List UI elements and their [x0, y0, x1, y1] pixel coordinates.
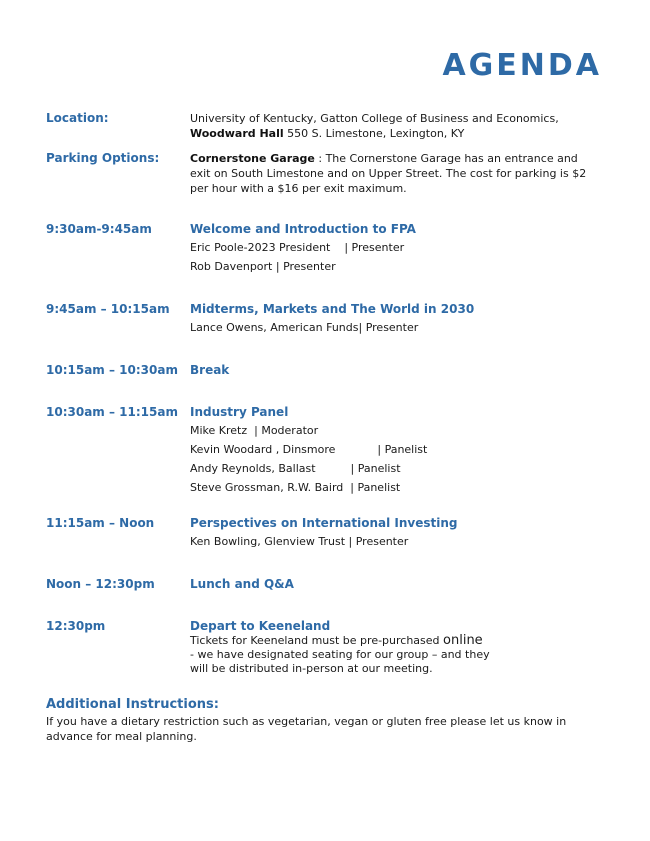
- page-title: AGENDA: [442, 48, 602, 83]
- additional-instructions-text: If you have a dietary restriction such as vegetarian, vegan or gluten free please let us know in advance for meal planning.: [46, 715, 567, 743]
- session-title: Perspectives on International Investing: [190, 516, 458, 530]
- location-hall: Woodward Hall: [190, 127, 284, 140]
- session-time: 12:30pm: [46, 619, 106, 633]
- session-presenter: Rob Davenport | Presenter: [190, 260, 336, 273]
- keeneland-text-part2: - we have designated seating for our group – and they will be distributed in-person at our meeting.: [190, 648, 490, 675]
- session-time: 11:15am – Noon: [46, 516, 155, 530]
- session-presenter: Lance Owens, American Funds| Presenter: [190, 321, 419, 334]
- session-title: Break: [190, 363, 230, 377]
- panel-member: Kevin Woodard , Dinsmore | Panelist: [190, 443, 428, 456]
- session-presenter: Eric Poole-2023 President | Presenter: [190, 241, 405, 254]
- parking-details: : The Cornerstone Garage has an entrance and exit on South Limestone and on Upper Street. The cost for parking is $2 per hour with a $16 per exit maximum.: [190, 152, 587, 195]
- session-title: Lunch and Q&A: [190, 577, 294, 591]
- session-title: Industry Panel: [190, 405, 289, 419]
- session-time: 9:45am – 10:15am: [46, 302, 170, 316]
- session-time: 9:30am-9:45am: [46, 222, 152, 236]
- session-title: Depart to Keeneland: [190, 619, 331, 633]
- panel-member: Steve Grossman, R.W. Baird | Panelist: [190, 481, 401, 494]
- location-text: [190, 111, 590, 141]
- panel-member: Andy Reynolds, Ballast | Panelist: [190, 462, 401, 475]
- keeneland-text-part1: Tickets for Keeneland must be pre-purchased: [190, 634, 444, 647]
- session-time: Noon – 12:30pm: [46, 577, 155, 591]
- session-time: 10:15am – 10:30am: [46, 363, 178, 377]
- location-label: Location:: [46, 111, 109, 125]
- session-presenter: Ken Bowling, Glenview Trust | Presenter: [190, 535, 409, 548]
- location-address: 550 S. Limestone, Lexington, KY: [283, 127, 465, 140]
- panel-member: Mike Kretz | Moderator: [190, 424, 319, 437]
- session-title: Welcome and Introduction to FPA: [190, 222, 416, 236]
- location-line1: University of Kentucky, Gatton College of Business and Economics,: [190, 112, 559, 125]
- additional-instructions-title: Additional Instructions:: [46, 697, 219, 712]
- session-time: 10:30am – 11:15am: [46, 405, 178, 419]
- keeneland-online: online: [443, 633, 483, 648]
- parking-label: Parking Options:: [46, 151, 160, 165]
- keeneland-instructions: [190, 634, 490, 676]
- session-title: Midterms, Markets and The World in 2030: [190, 302, 475, 316]
- parking-text: [190, 151, 595, 196]
- parking-garage: Cornerstone Garage: [190, 152, 315, 165]
